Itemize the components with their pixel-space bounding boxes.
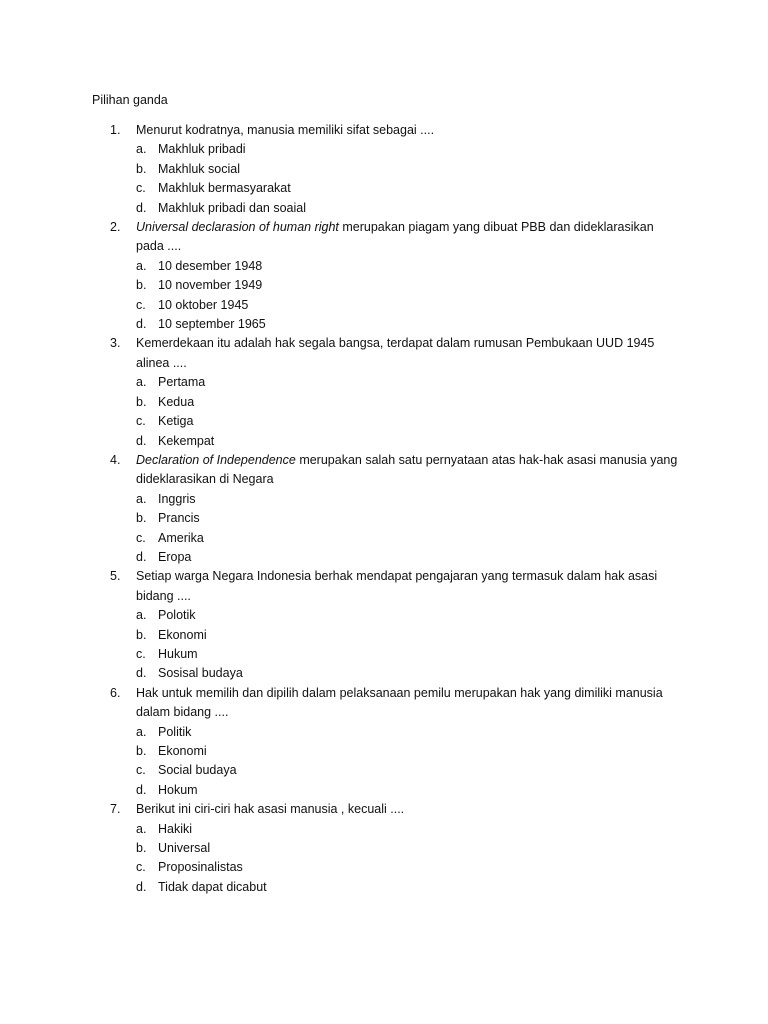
option-letter: c. [136, 530, 146, 545]
question-text [136, 334, 680, 373]
option-text: Hakiki [158, 821, 193, 836]
question-item [110, 567, 680, 606]
answer-option [110, 664, 680, 683]
answer-option [110, 140, 680, 159]
answer-option [110, 160, 680, 179]
option-letter: a. [136, 258, 147, 273]
option-text: Ekonomi [158, 627, 207, 642]
question-text [136, 218, 680, 257]
question-item [110, 334, 680, 373]
question-number: 7. [110, 802, 121, 817]
option-text: Makhluk pribadi dan soaial [158, 200, 307, 215]
option-text: Makhluk pribadi [158, 142, 246, 157]
section-heading: Pilihan ganda [92, 93, 168, 107]
option-letter: c. [136, 414, 146, 429]
option-text: Kekempat [158, 433, 215, 448]
question-body: Kemerdekaan itu adalah hak segala bangsa, terdapat dalam rumusan Pembukaan UUD 1945 alinea .... [136, 336, 655, 370]
question-text [136, 800, 680, 819]
question-body: Hak untuk memilih dan dipilih dalam pelaksanaan pemilu merupakan hak yang dimiliki manusia dalam bidang .... [136, 685, 663, 720]
answer-option [110, 878, 680, 897]
answer-option [110, 432, 680, 451]
question-body: Setiap warga Negara Indonesia berhak mendapat pengajaran yang termasuk dalam hak asasi bidang .... [136, 569, 658, 603]
option-text: Amerika [158, 530, 204, 545]
question-text [136, 567, 680, 606]
option-letter: d. [136, 433, 147, 448]
question-italic-term: Universal declarasion of human right [136, 220, 339, 235]
question-text [136, 451, 680, 490]
option-text: Tidak dapat dicabut [158, 879, 267, 894]
option-letter: b. [136, 511, 147, 526]
option-letter: b. [136, 161, 147, 176]
option-letter: c. [136, 297, 146, 312]
answer-option [110, 548, 680, 567]
option-letter: d. [136, 317, 147, 332]
option-text: Ekonomi [158, 744, 207, 758]
option-letter: c. [136, 763, 146, 778]
option-text: Ketiga [158, 414, 194, 429]
answer-option [110, 509, 680, 528]
option-text: Polotik [158, 608, 196, 623]
question-number: 3. [110, 336, 121, 351]
option-letter: b. [136, 394, 147, 409]
question-number: 6. [110, 685, 121, 700]
question-item [110, 218, 680, 257]
question-number: 5. [110, 569, 121, 584]
option-letter: b. [136, 744, 147, 758]
option-letter: a. [136, 491, 147, 506]
answer-option [110, 257, 680, 276]
option-text: 10 september 1965 [158, 317, 266, 332]
option-letter: d. [136, 879, 147, 894]
answer-option [110, 199, 680, 218]
answer-option [110, 393, 680, 412]
answer-option [110, 781, 680, 800]
question-number: 4. [110, 452, 121, 467]
question-text [136, 684, 680, 723]
question-body: merupakan salah satu pernyataan atas hak-hak asasi manusia yang dideklarasikan di Negara [136, 452, 678, 487]
answer-option [110, 490, 680, 509]
answer-option [110, 626, 680, 645]
option-letter: a. [136, 821, 147, 836]
option-letter: d. [136, 549, 147, 564]
option-text: 10 oktober 1945 [158, 297, 249, 312]
question-text [136, 121, 680, 140]
option-text: Politik [158, 724, 192, 739]
answer-option [110, 412, 680, 431]
option-letter: b. [136, 841, 147, 856]
option-text: Kedua [158, 394, 195, 409]
option-text: Pertama [158, 375, 206, 390]
question-body: merupakan piagam yang dibuat PBB dan dideklarasikan pada .... [136, 220, 654, 254]
option-text: Makhluk bermasyarakat [158, 181, 291, 196]
answer-option [110, 742, 680, 761]
option-text: Sosisal budaya [158, 666, 243, 681]
answer-option [110, 373, 680, 392]
option-letter: a. [136, 608, 147, 623]
answer-option [110, 315, 680, 334]
option-letter: a. [136, 142, 147, 157]
answer-option [110, 761, 680, 780]
answer-option [110, 645, 680, 664]
answer-option [110, 529, 680, 548]
option-letter: b. [136, 627, 147, 642]
option-letter: d. [136, 782, 147, 797]
answer-option [110, 276, 680, 295]
option-text: 10 desember 1948 [158, 258, 263, 273]
question-item [110, 121, 680, 140]
option-text: Hokum [158, 782, 198, 797]
answer-option [110, 179, 680, 198]
answer-option [110, 820, 680, 839]
answer-option [110, 723, 680, 742]
option-text: Makhluk social [158, 161, 240, 176]
answer-option [110, 606, 680, 625]
option-letter: c. [136, 646, 146, 661]
option-text: Eropa [158, 549, 192, 564]
option-letter: d. [136, 200, 147, 215]
option-letter: c. [136, 860, 146, 875]
option-letter: a. [136, 375, 147, 390]
option-text: Hukum [158, 646, 198, 661]
question-item [110, 800, 680, 819]
option-letter: c. [136, 181, 146, 196]
option-text: Prancis [158, 511, 200, 526]
option-letter: b. [136, 278, 147, 293]
question-list [110, 121, 680, 897]
question-item [110, 451, 680, 490]
question-number: 2. [110, 220, 121, 235]
option-text: Inggris [158, 491, 196, 506]
option-letter: a. [136, 724, 147, 739]
option-text: Universal [158, 841, 211, 856]
question-item [110, 684, 680, 723]
answer-option [110, 296, 680, 315]
question-italic-term: Declaration of Independence [136, 452, 296, 467]
answer-option [110, 839, 680, 858]
answer-option [110, 858, 680, 877]
option-letter: d. [136, 666, 147, 681]
question-number: 1. [110, 123, 121, 137]
option-text: 10 november 1949 [158, 278, 263, 293]
option-text: Proposinalistas [158, 860, 243, 875]
option-text: Social budaya [158, 763, 237, 778]
question-body: Berikut ini ciri-ciri hak asasi manusia , kecuali .... [136, 802, 405, 817]
question-body: Menurut kodratnya, manusia memiliki sifat sebagai .... [136, 123, 435, 137]
